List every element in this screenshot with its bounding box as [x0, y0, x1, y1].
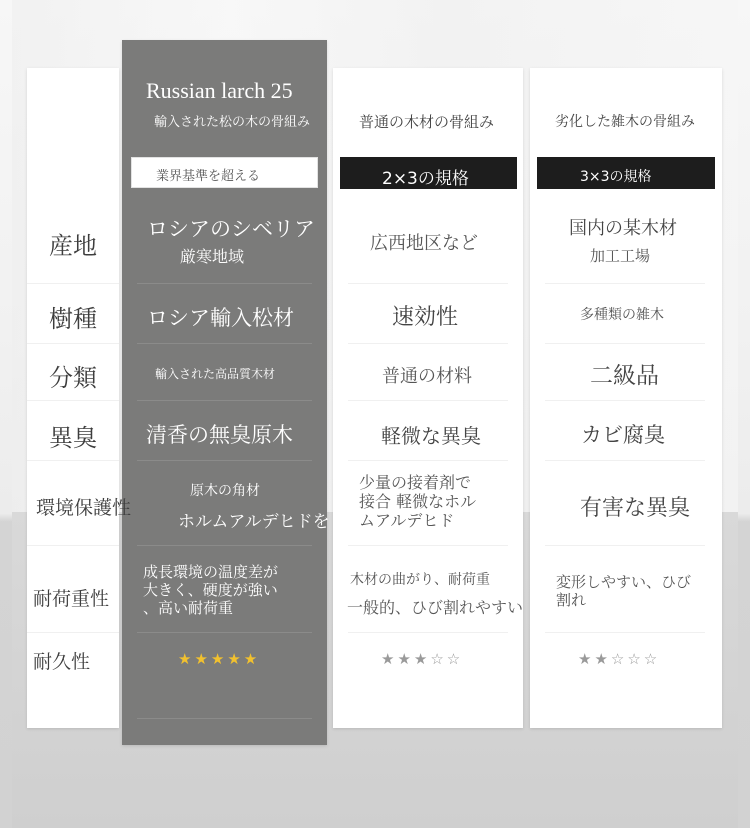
common-environment-line1: 少量の接着剤で	[359, 473, 472, 492]
larch-environment-line1: 原木の角材	[190, 483, 260, 499]
common-classification: 普通の材料	[382, 366, 472, 387]
larch-rating-stars: ★★★★★	[178, 650, 261, 668]
larch-subtitle: 輸入された松の木の骨組み	[154, 115, 311, 130]
larch-column	[122, 40, 327, 745]
row-separator	[27, 460, 119, 461]
row-separator	[27, 343, 119, 344]
label-classification: 分類	[49, 364, 97, 392]
inferior-tag-text: 3×3の規格	[580, 169, 652, 185]
row-separator	[545, 343, 705, 344]
row-separator	[545, 400, 705, 401]
inferior-odor: カビ腐臭	[581, 423, 665, 447]
larch-origin-line2: 厳寒地域	[180, 247, 245, 266]
row-separator	[27, 283, 119, 284]
row-separator	[137, 460, 312, 461]
inferior-classification: 二級品	[590, 363, 659, 389]
row-separator	[137, 343, 312, 344]
row-separator	[545, 632, 705, 633]
row-separator	[348, 400, 508, 401]
common-load-line1: 木材の曲がり、耐荷重	[350, 572, 490, 588]
labels-column	[27, 68, 119, 728]
larch-classification: 輸入された高品質木材	[155, 367, 276, 381]
larch-load-line1: 成長環境の温度差が	[143, 563, 279, 581]
row-separator	[348, 460, 508, 461]
row-separator	[27, 400, 119, 401]
row-separator	[348, 343, 508, 344]
row-separator	[137, 545, 312, 546]
larch-odor: 清香の無臭原木	[146, 423, 293, 447]
row-separator	[137, 632, 312, 633]
label-durability: 耐久性	[33, 651, 91, 673]
row-separator	[348, 632, 508, 633]
inferior-environment: 有害な異臭	[580, 496, 691, 521]
larch-title: Russian larch 25	[146, 78, 293, 103]
label-odor: 異臭	[49, 424, 97, 452]
larch-tag-text: 業界基準を超える	[156, 169, 261, 184]
larch-load-line2: 大きく、硬度が強い	[143, 581, 278, 599]
row-separator	[27, 632, 119, 633]
common-origin: 広西地区など	[370, 233, 478, 254]
common-odor: 軽微な異臭	[381, 424, 481, 448]
inferior-load-line2: 割れ	[556, 591, 587, 609]
common-tag-text: 2×3の規格	[382, 169, 469, 189]
inferior-species: 多種類の雑木	[580, 307, 664, 323]
row-separator	[137, 718, 312, 719]
common-title: 普通の木材の骨組み	[359, 113, 495, 131]
row-separator	[545, 460, 705, 461]
inferior-load-line1: 変形しやすい、ひび	[556, 573, 692, 591]
row-separator	[137, 283, 312, 284]
label-species: 樹種	[49, 305, 97, 333]
inferior-title: 劣化した雑木の骨組み	[555, 114, 695, 130]
inferior-origin-line1: 国内の某木材	[569, 218, 677, 239]
common-environment-line2: 接合 軽微なホル	[359, 492, 477, 511]
row-separator	[348, 283, 508, 284]
label-origin: 産地	[49, 232, 97, 260]
row-separator	[348, 545, 508, 546]
row-separator	[27, 545, 119, 546]
larch-species: ロシア輸入松材	[147, 306, 294, 330]
larch-origin-line1: ロシアのシベリア	[147, 217, 315, 241]
larch-environment-line2: ホルムアルデヒドを	[178, 512, 330, 532]
inferior-origin-line2: 加工工場	[590, 247, 651, 265]
label-load: 耐荷重性	[33, 588, 110, 610]
common-species: 速効性	[392, 305, 459, 330]
common-load-line2: 一般的、ひび割れやすい	[347, 598, 524, 617]
row-separator	[545, 283, 705, 284]
common-rating-stars: ★★★☆☆	[381, 650, 464, 668]
inferior-rating-stars: ★★☆☆☆	[578, 650, 661, 668]
larch-load-line3: 、高い耐荷重	[143, 599, 234, 617]
common-environment-line3: ムアルデヒド	[359, 511, 455, 530]
label-environment: 環境保護性	[36, 497, 132, 519]
row-separator	[545, 545, 705, 546]
row-separator	[137, 400, 312, 401]
